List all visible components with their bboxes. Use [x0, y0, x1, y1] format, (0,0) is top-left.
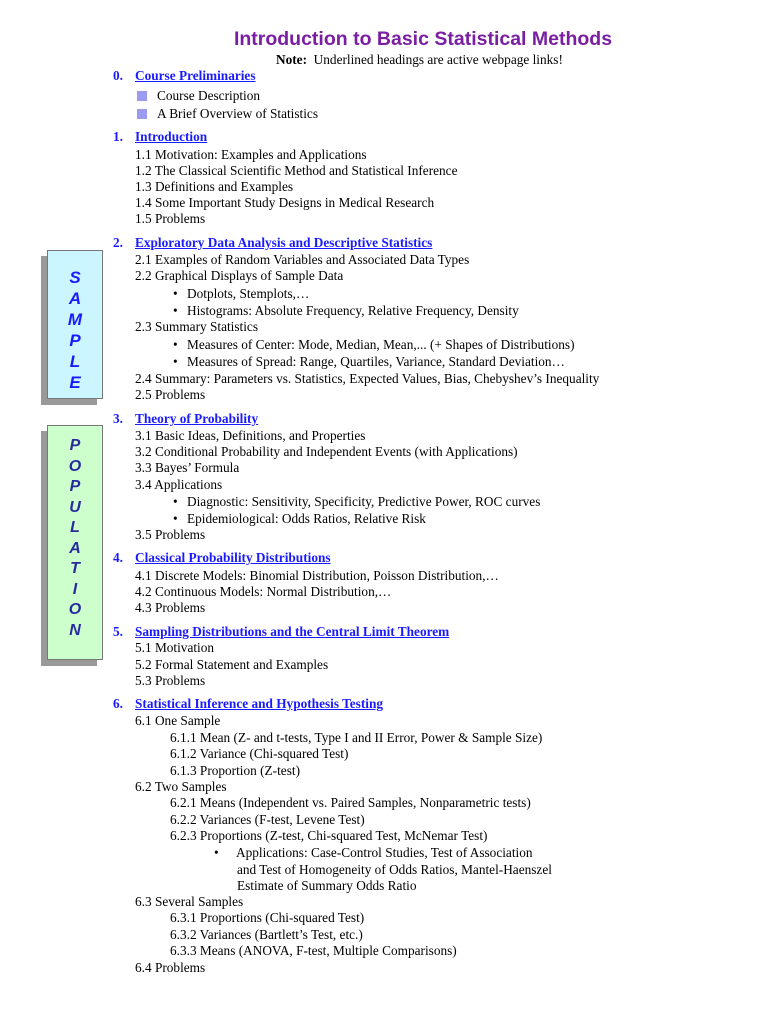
bullet-icon: • — [173, 286, 178, 301]
list-item: 2.2 Graphical Displays of Sample Data — [135, 268, 344, 283]
list-item: 6.2.3 Proportions (Z-test, Chi-squared Test, McNemar Test) — [170, 828, 488, 843]
list-item: 6.3.2 Variances (Bartlett’s Test, etc.) — [170, 927, 363, 942]
sample-letter: P — [69, 331, 81, 350]
section-number: 5. — [113, 624, 123, 639]
list-item: 3.1 Basic Ideas, Definitions, and Properties — [135, 428, 366, 443]
list-item: 1.4 Some Important Study Designs in Medical Research — [135, 195, 435, 210]
population-letter: U — [69, 498, 81, 516]
population-letter: O — [68, 601, 82, 618]
list-item: 6.1.3 Proportion (Z-test) — [170, 763, 300, 778]
section-link[interactable]: Statistical Inference and Hypothesis Testing — [135, 696, 383, 711]
bullet-icon: • — [214, 845, 219, 860]
list-item: 4.3 Problems — [135, 600, 206, 615]
list-item: 3.4 Applications — [135, 477, 223, 492]
sample-letter: S — [69, 268, 81, 287]
note-text: Underlined headings are active webpage links! — [313, 52, 563, 67]
section-link[interactable]: Course Preliminaries — [135, 68, 256, 83]
population-letter: N — [69, 621, 81, 639]
sample-letter: L — [69, 352, 81, 371]
list-item: 5.3 Problems — [135, 673, 206, 688]
list-item: 6.1 One Sample — [135, 713, 221, 728]
list-item: 6.3 Several Samples — [135, 894, 244, 909]
list-item: 6.3.3 Means (ANOVA, F-test, Multiple Comparisons) — [170, 943, 457, 958]
population-letter: P — [69, 478, 81, 495]
list-item: 1.5 Problems — [135, 211, 206, 226]
section-link[interactable]: Theory of Probability — [135, 411, 259, 426]
bullet-item: • Applications: Case-Control Studies, Test of Association — [214, 845, 533, 860]
section-number: 4. — [113, 550, 123, 565]
bullet-icon: • — [173, 303, 178, 318]
bullet-icon: • — [173, 337, 178, 352]
list-item: 1.1 Motivation: Examples and Applications — [135, 147, 367, 162]
sample-box — [47, 250, 103, 399]
bullet-item: • Epidemiological: Odds Ratios, Relative Risk — [173, 511, 426, 526]
list-item: 6.1.1 Mean (Z- and t-tests, Type I and II Error, Power & Sample Size) — [170, 730, 543, 745]
section-number: 3. — [113, 411, 123, 426]
list-item: 3.5 Problems — [135, 527, 206, 542]
list-item: 3.3 Bayes’ Formula — [135, 460, 240, 475]
list-item: 2.4 Summary: Parameters vs. Statistics, Expected Values, Bias, Chebyshev’s Inequality — [135, 371, 600, 386]
population-letter: O — [68, 457, 82, 475]
population-letter: A — [69, 539, 81, 557]
section-number: 2. — [113, 235, 123, 250]
population-letter: P — [69, 437, 81, 454]
list-item: 6.4 Problems — [135, 960, 206, 975]
note-label: Note: — [276, 52, 308, 67]
list-item: 6.2.2 Variances (F-test, Levene Test) — [170, 812, 365, 827]
bullet-item: • Dotplots, Stemplots,… — [173, 286, 310, 301]
section-heading — [113, 411, 258, 427]
sample-letter: M — [67, 310, 83, 329]
square-bullet-icon — [137, 91, 147, 101]
square-bullet-icon — [137, 109, 147, 119]
section-number: 1. — [113, 129, 123, 144]
section-link[interactable]: Classical Probability Distributions — [135, 550, 331, 565]
list-item: 6.2 Two Samples — [135, 779, 227, 794]
list-item: Course Description — [137, 88, 260, 104]
section-heading — [113, 696, 383, 712]
section-link[interactable]: Introduction — [135, 129, 208, 144]
list-item: 6.3.1 Proportions (Chi-squared Test) — [170, 910, 365, 925]
section-heading — [113, 129, 207, 145]
section-number: 6. — [113, 696, 123, 711]
bullet-item: • Diagnostic: Sensitivity, Specificity, Predictive Power, ROC curves — [173, 494, 541, 509]
sample-letter: E — [69, 373, 81, 392]
list-item: 5.2 Formal Statement and Examples — [135, 657, 329, 672]
list-item: 1.2 The Classical Scientific Method and Statistical Inference — [135, 163, 458, 178]
list-item: and Test of Homogeneity of Odds Ratios, Mantel-Haenszel — [237, 862, 552, 877]
list-item: 3.2 Conditional Probability and Independent Events (with Applications) — [135, 444, 518, 459]
list-item: Estimate of Summary Odds Ratio — [237, 878, 417, 893]
population-box — [47, 425, 103, 660]
population-letter: L — [70, 519, 80, 536]
bullet-item: • Measures of Center: Mode, Median, Mean,... (+ Shapes of Distributions) — [173, 337, 575, 352]
bullet-icon: • — [173, 494, 178, 509]
population-letter: T — [70, 560, 80, 577]
list-item: 2.3 Summary Statistics — [135, 319, 258, 334]
list-item: 1.3 Definitions and Examples — [135, 179, 294, 194]
list-item: 4.1 Discrete Models: Binomial Distribution, Poisson Distribution,… — [135, 568, 499, 583]
population-letter: I — [72, 580, 78, 598]
section-heading — [113, 624, 449, 640]
page-title: Introduction to Basic Statistical Methods — [233, 28, 613, 50]
bullet-icon: • — [173, 511, 178, 526]
list-item: 2.5 Problems — [135, 387, 206, 402]
list-item: 6.2.1 Means (Independent vs. Paired Samples, Nonparametric tests) — [170, 795, 531, 810]
section-link[interactable]: Exploratory Data Analysis and Descriptive Statistics — [135, 235, 433, 250]
list-item: 6.1.2 Variance (Chi-squared Test) — [170, 746, 349, 761]
note — [276, 52, 563, 68]
list-item: 5.1 Motivation — [135, 640, 215, 655]
list-item: 4.2 Continuous Models: Normal Distribution,… — [135, 584, 392, 599]
section-number: 0. — [113, 68, 123, 83]
sample-letter: A — [68, 289, 82, 308]
bullet-item: • Histograms: Absolute Frequency, Relative Frequency, Density — [173, 303, 519, 318]
section-link[interactable]: Sampling Distributions and the Central Limit Theorem — [135, 624, 450, 639]
list-item: A Brief Overview of Statistics — [137, 106, 318, 122]
list-item: 2.1 Examples of Random Variables and Associated Data Types — [135, 252, 470, 267]
bullet-icon: • — [173, 354, 178, 369]
section-heading — [113, 235, 432, 251]
bullet-item: • Measures of Spread: Range, Quartiles, Variance, Standard Deviation… — [173, 354, 565, 369]
section-heading — [113, 68, 256, 84]
section-heading — [113, 550, 331, 566]
